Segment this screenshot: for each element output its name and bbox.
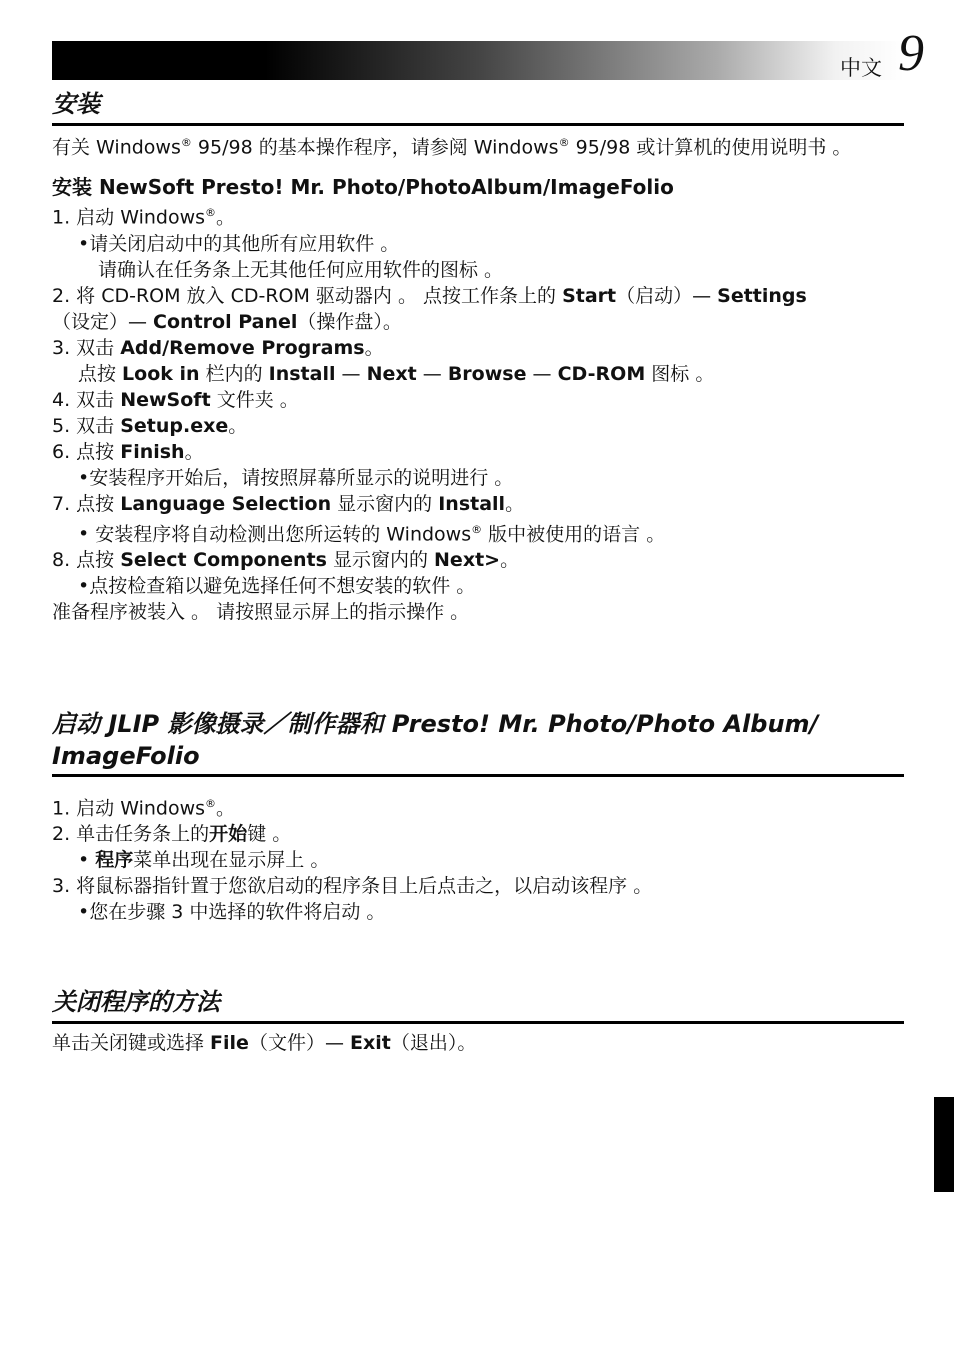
launch-title-line: 启动 JLIP 影像摄录／制作器和 Presto! Mr. Photo/Photo Album/ [52,710,819,738]
select-components-term: Select Components [120,548,327,571]
start-term: 开始 [209,823,248,846]
next-term: Next> [434,548,501,571]
step-text: 。 [184,440,204,463]
install-title: 安装 [52,88,904,126]
close-title: 关闭程序的方法 [52,986,904,1024]
language-label: 中文 [840,56,882,80]
step-text: 显示窗内的 [326,548,435,571]
step-text: （启动）— [616,284,718,307]
step-text: 。 [505,492,525,515]
step-3-cont [52,361,904,387]
finish-term: Finish [120,440,185,463]
file-term: File [210,1032,249,1054]
header-gradient-bar [52,41,904,80]
install-term: Install [438,492,506,515]
launch-step-1 [52,791,904,821]
dash: — [335,362,367,385]
page-number: 9 [898,25,924,82]
step-text: 安装程序将自动检测出您所运转的 Windows [95,522,472,545]
look-in-term: Look in [122,362,200,385]
step-text: 单击关闭键或选择 [52,1032,211,1054]
step-text: 文件夹 。 [210,388,299,411]
registered-mark: ® [205,797,217,810]
intro-text: 95/98 的基本操作程序，请参阅 Windows [191,136,559,159]
programs-term: 程序 [95,849,134,872]
dash: — [416,362,448,385]
registered-mark: ® [471,522,483,536]
launch-title-line: ImageFolio [52,742,200,770]
step-5 [52,413,904,439]
step-text: （设定）— [52,310,154,333]
step-text: （退出）。 [390,1032,477,1054]
launch-step-3-bullet: • 您在步骤 3 中选择的软件将启动 。 [52,899,904,925]
install-subheading: 安装 NewSoft Presto! Mr. Photo/PhotoAlbum/ImageFolio [52,175,674,200]
browse-term: Browse [447,362,527,385]
step-text: 。 [364,336,384,359]
language-selection-term: Language Selection [120,492,332,515]
start-term: Start [562,284,617,307]
step-6 [52,439,904,465]
step-text: 键 。 [247,823,292,846]
step-8 [52,547,904,573]
step-text: （文件）— [248,1032,350,1054]
step-text: 显示窗内的 [331,492,439,515]
control-panel-term: Control Panel [153,310,298,333]
add-remove-term: Add/Remove Programs [120,336,365,359]
step-text: 图标 。 [645,362,715,385]
page-edge-tab [934,1097,954,1192]
step-text: 。 [228,414,248,437]
step-text: 2. 单击任务条上的 [52,823,210,846]
step-7-bullet [52,517,904,547]
step-4 [52,387,904,413]
launch-title [52,708,904,777]
step-text: 5. 双击 [52,414,121,437]
registered-mark: ® [180,136,192,149]
step-text: 6. 点按 [52,440,121,463]
step-6-bullet: • 安装程序开始后，请按照屏幕所显示的说明进行 。 [52,465,904,491]
step-text: 。 [216,797,236,820]
install-term: Install [268,362,336,385]
intro-text: 95/98 或计算机的使用说明书 。 [569,136,852,159]
settings-term: Settings [717,284,807,307]
install-section [52,88,904,625]
step-1-bullet-cont: 请确认在任务条上无其他任何应用软件的图标 。 [98,258,504,281]
step-text: 3. 双击 [52,336,121,359]
step-text: 4. 双击 [52,388,121,411]
close-instruction [52,1030,904,1056]
step-text: 1. 启动 Windows [52,797,206,820]
launch-step-3: 3. 将鼠标器指针置于您欲启动的程序条目上后点击之，以启动该程序 。 [52,875,653,898]
step-text: 版中被使用的语言 。 [482,522,666,545]
dash: — [526,362,558,385]
launch-step-2 [52,821,904,847]
step-text: 2. 将 CD-ROM 放入 CD-ROM 驱动器内 。 点按工作条上的 [52,284,563,307]
step-text: 点按 [78,362,123,385]
close-section [52,986,904,1056]
step-text: 栏内的 [199,362,269,385]
registered-mark: ® [205,206,217,220]
install-final: 准备程序被装入 。 请按照显示屏上的指示操作 。 [52,600,470,623]
launch-section [52,708,904,925]
step-text: 1. 启动 Windows [52,206,206,229]
step-7 [52,491,904,517]
cdrom-term: CD-ROM [557,362,646,385]
step-text: 。 [500,548,520,571]
step-text: 菜单出现在显示屏上 。 [133,849,330,872]
registered-mark: ® [558,136,570,149]
newsoft-term: NewSoft [120,388,211,411]
step-1-bullet: • 请关闭启动中的其他所有应用软件 。 [52,231,904,257]
step-text: 8. 点按 [52,548,121,571]
launch-step-2-bullet [52,847,904,873]
step-8-bullet: • 点按检查箱以避免选择任何不想安装的软件 。 [52,573,904,599]
exit-term: Exit [349,1032,391,1054]
step-text: （操作盘）。 [297,310,402,333]
step-2-cont [52,309,904,335]
install-intro [52,130,904,160]
step-1 [52,200,904,230]
step-2 [52,283,904,309]
step-text: 。 [216,206,236,229]
setup-term: Setup.exe [120,414,229,437]
intro-text: 有关 Windows [52,136,181,159]
next-term: Next [366,362,417,385]
step-3 [52,335,904,361]
step-text: 7. 点按 [52,492,121,515]
